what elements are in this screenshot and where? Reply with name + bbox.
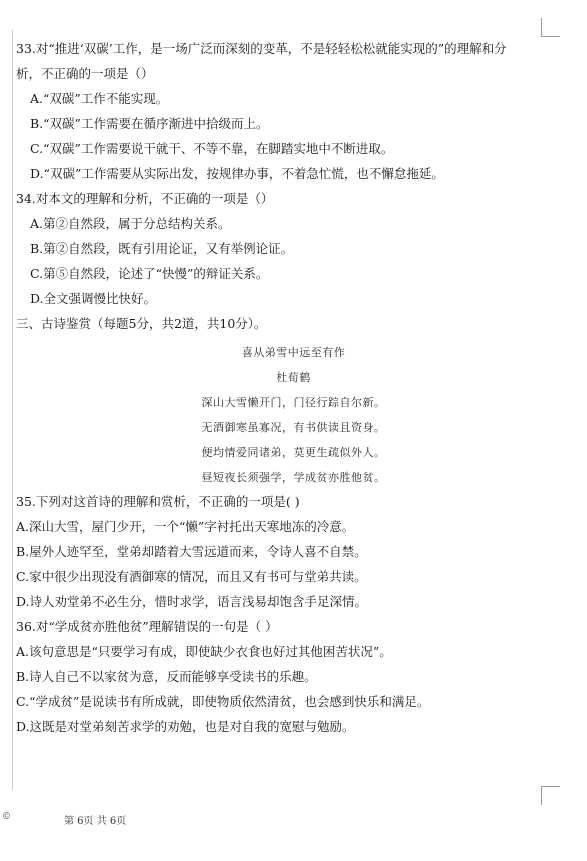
poem-line: 无酒御寒虽寡况，有书供读且资身。 <box>201 421 386 434</box>
q33-stem-line2: 析，不正确的一项是（） <box>16 66 154 81</box>
q34-option-c: C.第⑤自然段，论述了“快慢”的辩证关系。 <box>30 266 269 281</box>
q36-option-b: B.诗人自己不以家贫为意，反而能够享受读书的乐趣。 <box>16 669 317 684</box>
poem-line: 昼短夜长须强学，学成贫亦胜他贫。 <box>201 471 386 484</box>
page-corner-mark-bottom <box>541 786 560 805</box>
q35-option-c: C.家中很少出现没有酒御寒的情况，而且又有书可与堂弟共读。 <box>16 569 367 584</box>
q33-option-b: B.“双碳”工作需要在循序渐进中拾级而上。 <box>30 116 269 131</box>
q34-option-d: D.全文强调慢比快好。 <box>30 291 157 306</box>
page-number: 第 6页 共 6页 <box>64 816 127 827</box>
q36-stem: 36.对“学成贫亦胜他贫”理解错误的一句是（ ） <box>16 619 278 634</box>
q36-option-a: A.该句意思是“只要学习有成，即使缺少衣食也好过其他困苦状况”。 <box>16 644 392 659</box>
q34-option-a: A.第②自然段，属于分总结构关系。 <box>30 216 231 231</box>
poem-line: 深山大雪懒开门，门径行踪自尔新。 <box>201 396 386 409</box>
q33-option-a: A.“双碳”工作不能实现。 <box>30 91 169 106</box>
q33-option-d: D.“双碳”工作需要从实际出发，按规律办事，不着急忙慌，也不懈怠拖延。 <box>30 166 444 181</box>
q36-option-c: C.“学成贫”是说读书有所成就，即使物质依然清贫，也会感到快乐和满足。 <box>16 694 430 709</box>
poem-title: 喜从弟雪中远至有作 <box>241 346 346 359</box>
section-heading: 三、古诗鉴赏（每题5分，共2道，共10分）。 <box>16 316 267 331</box>
q35-option-b: B.屋外人迹罕至，堂弟却踏着大雪远道而来，令诗人喜不自禁。 <box>16 544 367 559</box>
q35-option-a: A.深山大雪，屋门少开，一个“懒”字衬托出天寒地冻的冷意。 <box>16 519 355 534</box>
poem-line: 便均情爱同诸弟，莫更生疏似外人。 <box>201 446 386 459</box>
q36-option-d: D.这既是对堂弟刻苦求学的劝勉，也是对自我的宽慰与勉励。 <box>16 719 355 734</box>
q34-option-b: B.第②自然段，既有引用论证，又有举例论证。 <box>30 241 294 256</box>
poem-author: 杜荀鹤 <box>276 371 311 384</box>
q35-option-d: D.诗人劝堂弟不必生分，惜时求学，语言浅易却饱含手足深情。 <box>16 594 368 609</box>
q33-option-c: C.“双碳”工作需要说干就干、不等不靠，在脚踏实地中不断进取。 <box>30 141 394 156</box>
q34-stem: 34.对本文的理解和分析，不正确的一项是（） <box>16 191 274 206</box>
q33-stem-line1: 33.对“推进‘双碳’工作，是一场广泛而深刻的变革，不是轻轻松松就能实现的”的理解和分 <box>16 41 507 56</box>
q35-stem: 35.下列对这首诗的理解和赏析，不正确的一项是( ) <box>16 494 300 509</box>
footer-mark: © <box>2 812 11 822</box>
page-corner-mark-top <box>541 18 560 37</box>
